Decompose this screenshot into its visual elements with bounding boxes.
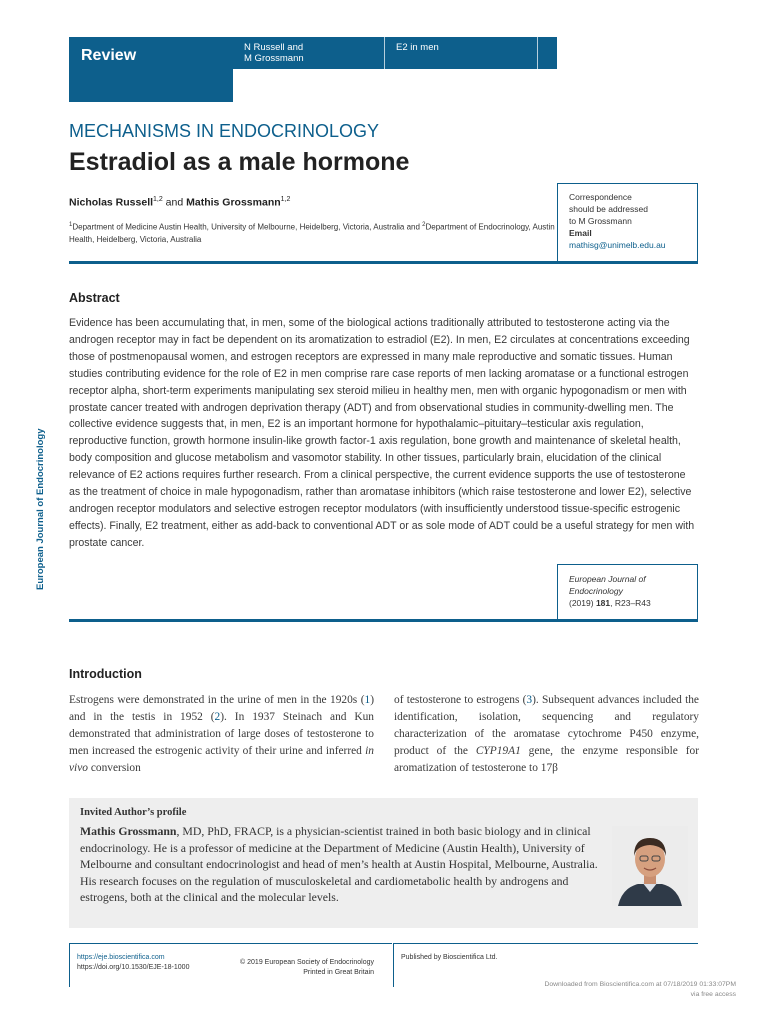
citation-year: (2019) (569, 598, 596, 608)
affiliation-sup: 2 (422, 222, 426, 228)
header-authors-line1: N Russell and (244, 42, 304, 53)
author-name: Mathis Grossmann (186, 196, 281, 209)
correspondence-text (569, 191, 694, 251)
author-photo (612, 826, 688, 906)
reference-link[interactable]: 3 (526, 694, 533, 706)
header-divider (630, 37, 631, 69)
header-divider (384, 37, 385, 69)
header-volume (588, 42, 612, 53)
access-info: via free access (690, 991, 736, 998)
profile-description: , MD, PhD, FRACP, is a physician-scientist trained in both basic biology and in clinical endocrinology. He is a professor of medicine at the Department of Medicine (Austin Health), University of Melbourne and consultant endocrinologist and head of men’s health at Austin Hospital, Melbourne, Australia. His research focuses on the regulation of musculoskeletal and cardiometabolic health by androgens and estrogens, both at the clinical and the molecular levels. (80, 824, 598, 905)
citation-details (569, 597, 694, 609)
journal-url-link[interactable]: https://eje.bioscientifica.com (77, 954, 165, 961)
correspondence-line: Correspondence (569, 192, 632, 202)
page-start: R23 (645, 42, 663, 53)
footer-links (77, 953, 189, 973)
intro-text: ) and in the testis in 1952 ( (69, 694, 374, 723)
section-rule (69, 619, 698, 622)
citation-journal: Endocrinology (569, 586, 623, 596)
email-link[interactable]: mathisg@unimelb.edu.au (569, 240, 666, 250)
section-title: MECHANISMS IN ENDOCRINOLOGY (69, 121, 380, 141)
intro-text: ). Subsequent advances included the identification, isolation, sequencing and regulatory characterization of the aromatase cytochrome P450 enzyme, product of the (394, 694, 699, 757)
page-end: –R43 (662, 42, 686, 53)
printed-text: Printed in Great Britain (303, 969, 374, 976)
reference-link[interactable]: 1 (364, 694, 371, 706)
profile-text (80, 823, 602, 906)
intro-text: conversion (87, 762, 141, 774)
reference-link[interactable]: 2 (214, 711, 221, 723)
introduction-column-right (394, 692, 699, 777)
download-info: Downloaded from Bioscientifica.com at 07/18/2019 01:33:07PM (544, 981, 736, 988)
affiliation-text: Department of Medicine Austin Health, University of Melbourne, Heidelberg, Victoria, Australia and (72, 222, 423, 232)
introduction-column-left (69, 692, 374, 777)
correspondence-line: should be addressed (569, 204, 648, 214)
author-affiliation-sup: 1,2 (280, 196, 291, 203)
header-divider (537, 37, 538, 69)
article-title: Estradiol as a male hormone (69, 148, 410, 176)
section-rule (69, 261, 698, 264)
header-topic: E2 in men (396, 42, 439, 53)
journal-side-label: European Journal of Endocrinology (35, 428, 46, 590)
intro-text: gene, the enzyme responsible for aromatization of testosterone to 17β (394, 745, 699, 774)
correspondence-line: to M Grossmann (569, 216, 632, 226)
citation-pages: , R23–R43 (610, 598, 651, 608)
affiliation-text: Department of Endocrinology, Austin Health, Heidelberg, Victoria, Australia (69, 222, 555, 244)
header-authors-line2: M Grossmann (244, 53, 304, 64)
footer-copyright (200, 958, 374, 978)
abstract-body: Evidence has been accumulating that, in men, some of the biological actions traditionally attributed to testosterone acting via the androgen receptor may in fact be dependent on its aromatization to estradiol (E2). In men, E2 circulates at concentrations exceeding those of postmenopausal women, and estrogen receptors are expressed in many male reproductive and somatic tissues. Human studies contributing evidence for the role of E2 in men comprise rare case reports of men lacking aromatase or a functional estrogen receptor alpha, short-term experiments manipulating sex steroid milieu in healthy men, men with organic hypogonadism or men with prostate cancer treated with androgen deprivation therapy (ADT) and from observational studies in community-dwelling men. The collective evidence suggests that, in men, E2 is an important hormone for hypothalamic–pituitary–testicular axis regulation, reproductive function, growth hormone insulin-like growth factor-1 axis regulation, bone growth and maintenance of skeletal health, body composition and glucose metabolism and vasomotor stability. In other tissues, particularly brain, elucidation of the clinical relevance of E2 actions requires further research. From a clinical perspective, the current evidence supports the use of testosterone as the treatment of choice in male hypogonadism, rather than aromatase inhibitors (which raise testosterone and lower E2), selective androgen receptor modulators and selective estrogen receptor modulators (with insufficiently understood tissue-specific estrogenic effects). Finally, E2 treatment, either as add-back to conventional ADT or as sole mode of ADT could be a useful strategy for men with prostate cancer. (69, 317, 695, 549)
issue-number: :1 (603, 42, 612, 53)
doi-link[interactable]: https://doi.org/10.1530/EJE-18-1000 (77, 964, 190, 971)
citation-journal: European Journal of (569, 574, 646, 584)
author-conjunction: and (162, 196, 187, 209)
portrait-illustration (612, 826, 688, 906)
copyright-text: © 2019 European Society of Endocrinology (240, 959, 374, 966)
author-name: Nicholas Russell (69, 196, 154, 209)
intro-italic: CYP19A1 (475, 745, 521, 757)
affiliation-sup: 1 (69, 222, 73, 228)
abstract-heading: Abstract (69, 291, 120, 305)
intro-text: ). In 1937 Steinach and Kun demonstrated that administration of large doses of testosterone to men increased the estrogenic activity of their urine and inferred (69, 711, 374, 757)
header-authors (244, 42, 304, 64)
introduction-heading: Introduction (69, 667, 142, 681)
email-label: Email (569, 228, 592, 238)
intro-text: Estrogens were demonstrated in the urine of men in the 1920s ( (69, 694, 365, 706)
profile-name: Mathis Grossmann (80, 824, 177, 838)
article-type-badge (69, 37, 233, 102)
author-list (69, 196, 290, 209)
publisher-text: Published by Bioscientifica Ltd. (401, 954, 498, 961)
article-type-label: Review (81, 47, 137, 64)
header-pages (645, 42, 685, 53)
author-affiliation-sup: 1,2 (153, 196, 163, 203)
citation-text (569, 573, 694, 609)
volume-number: 181 (588, 42, 604, 53)
intro-text: of testosterone to estrogens ( (394, 694, 527, 706)
affiliations (69, 219, 559, 246)
citation-volume: 181 (595, 598, 611, 608)
profile-heading: Invited Author’s profile (80, 807, 187, 818)
download-stamp (544, 980, 736, 1000)
intro-italic: in vivo (69, 745, 374, 774)
